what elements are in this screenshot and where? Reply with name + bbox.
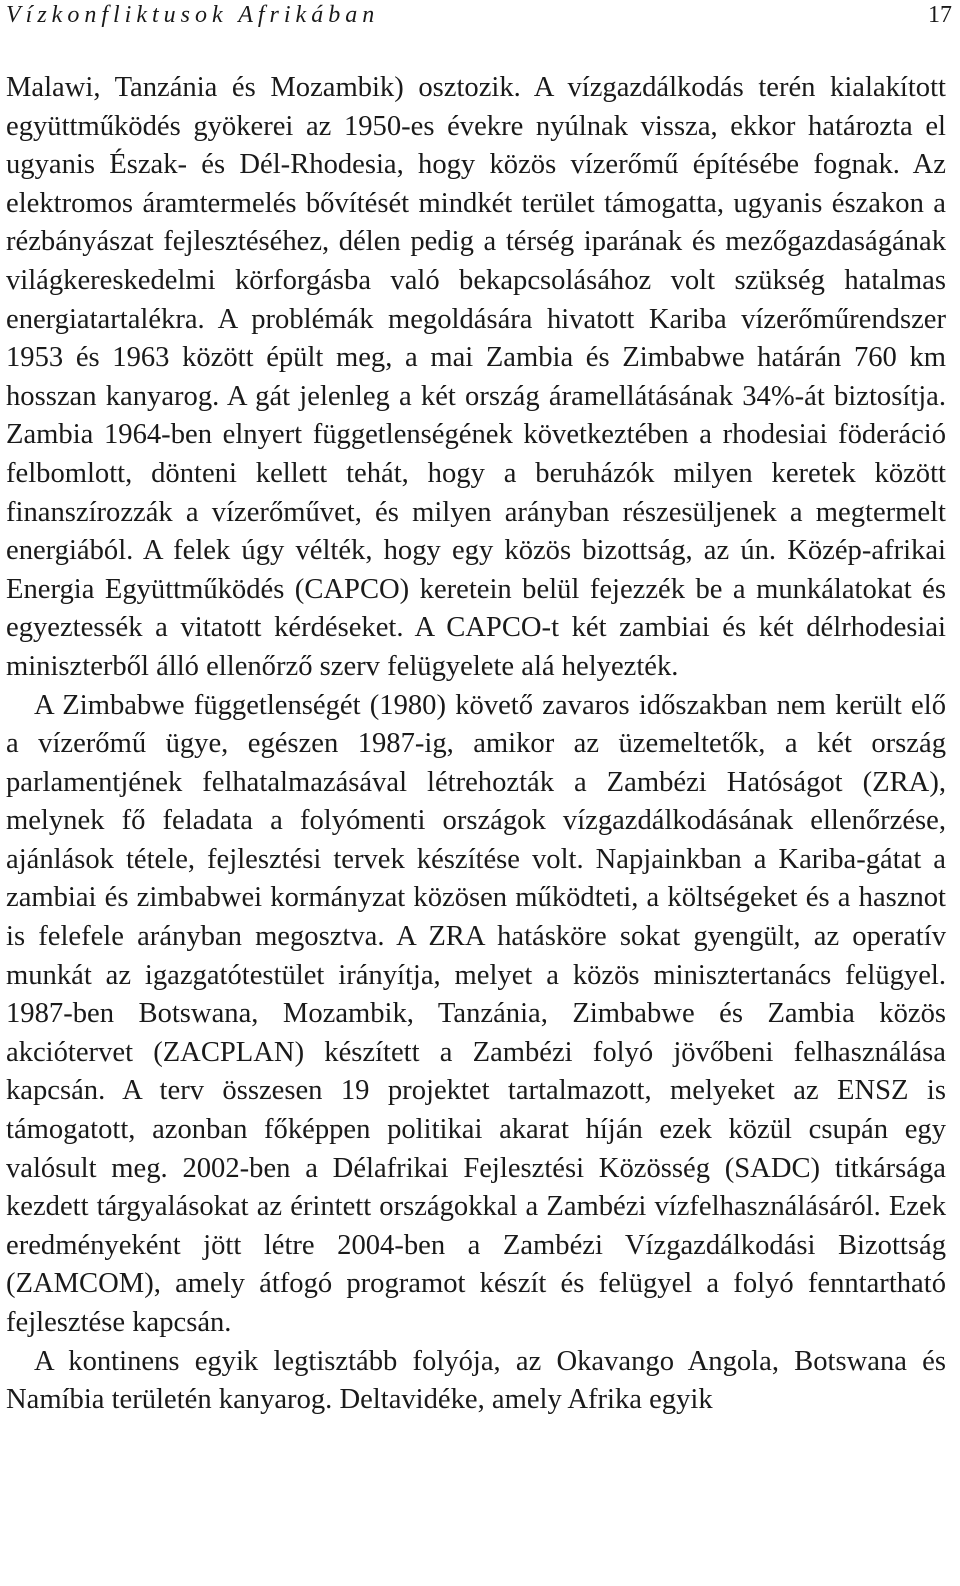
paragraph-3: A kontinens egyik legtisztább folyója, az Okavango Angola, Botswana és Namíbia területén kanyarog. Deltavidéke, amely Afrika egyik xyxy=(6,1345,946,1416)
body-text xyxy=(6,69,946,1420)
paragraph-2: A Zimbabwe függetlenségét (1980) követő zavaros időszakban nem került elő a vízerőmű ügye, egészen 1987-ig, amikor az üzemeltetők, a két ország parlamentjének felhatalmazásával létrehozták a Zambézi Hatóságot (ZRA), melynek fő feladata a folyómenti országok vízgazdálkodásának ellenőrzése, ajánlások tétele, fejlesztési tervek készítése volt. Napjainkban a Kariba-gátat a zambiai és zimbabwei kormányzat közösen működteti, a költségeket és a hasznot is felefele arányban megosztva. A ZRA hatásköre sokat gyengült, az operatív munkát az igazgatótestület irányítja, melyet a közös minisztertanács felügyel. 1987-ben Botswana, Mozambik, Tanzánia, Zimbabwe és Zambia közös akciótervet (ZACPLAN) készített a Zambézi folyó jövőbeni felhasználása kapcsán. A terv összesen 19 projektet tartalmazott, melyeket az ENSZ is támogatott, azonban főképpen politikai akarat híján ezek közül csupán egy valósult meg. 2002-ben a Délafrikai Fejlesztési Közösség (SADC) titkársága kezdett tárgyalásokat az érintett országokkal a Zambézi vízfelhasználásáról. Ezek eredményeként jött létre 2004-ben a Zambézi Vízgazdálkodási Bizottság (ZAMCOM), amely átfogó programot készít és felügyel a folyó fenntartható fejlesztése kapcsán. xyxy=(6,689,946,1338)
paragraph-1: Malawi, Tanzánia és Mozambik) osztozik. A vízgazdálkodás terén kialakított együttműködés gyökerei az 1950-es évekre nyúlnak vissza, ekkor határozta el ugyanis Észak- és Dél-Rhodesia, hogy közös vízerőmű építésébe fognak. Az elektromos áramtermelés bővítését mindkét terület támogatta, ugyanis északon a rézbányászat fejlesztéséhez, délen pedig a térség iparának és mezőgazdaságának világkereskedelmi körforgásba való bekapcsolásához volt szükség hatalmas energiatartalékra. A problémák megoldására hivatott Kariba vízerőműrendszer 1953 és 1963 között épült meg, a mai Zambia és Zimbabwe határán 760 km hosszan kanyarog. A gát jelenleg a két ország áramellátásának 34%-át biztosítja. Zambia 1964-ben elnyert függetlenségének következtében a rhodesiai föderáció felbomlott, dönteni kellett tehát, hogy a beruházók milyen keretek között finanszírozzák a vízerőművet, és milyen arányban részesüljenek a megtermelt energiából. A felek úgy vélték, hogy egy közös bizottság, az ún. Közép-afrikai Energia Együttműködés (CAPCO) keretein belül fejezzék be a munkálatokat és egyeztessék a vitatott kérdéseket. A CAPCO-t két zambiai és két délrhodesiai miniszterből álló ellenőrző szerv felügyelete alá helyezték. xyxy=(6,72,946,682)
page-number: 17 xyxy=(928,2,952,28)
running-header xyxy=(6,0,952,30)
running-title: Vízkonfliktusok Afrikában xyxy=(6,2,380,28)
